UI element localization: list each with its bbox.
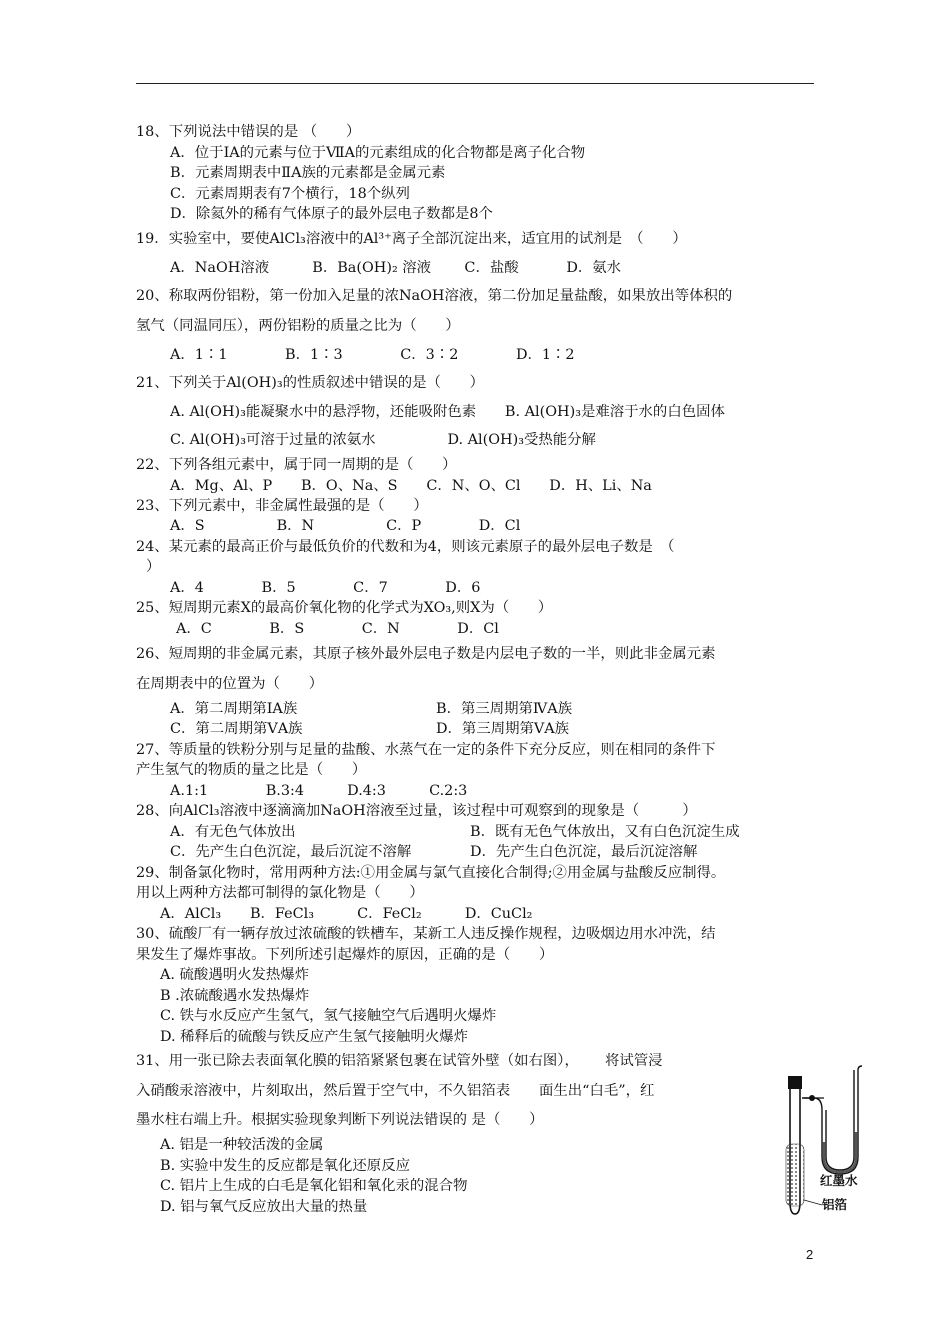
q22-options: A．Mg、Al、P B．O、Na、S C．N、O、Cl D．H、Li、Na	[170, 478, 652, 494]
q28-option-c: C．先产生白色沉淀，最后沉淀不溶解	[170, 844, 412, 860]
q30-option-a: A. 硫酸遇明火发热爆炸	[160, 967, 310, 983]
q20-stem-1: 20、称取两份铝粉，第一份加入足量的浓NaOH溶液，第二份加足量盐酸，如果放出等体积的	[136, 288, 733, 304]
q30-option-d: D. 稀释后的硫酸与铁反应产生氢气接触明火爆炸	[160, 1029, 468, 1045]
q29-stem-2: 用以上两种方法都可制得的氯化物是（ ）	[136, 885, 424, 901]
q18-stem: 18、下列说法中错误的是 （ ）	[136, 124, 361, 140]
q31-option-c: C. 铝片上生成的白毛是氧化铝和氧化汞的混合物	[160, 1178, 468, 1194]
q26-option-d: D．第三周期第ⅤA族	[436, 721, 570, 737]
test-tube-diagram	[766, 1062, 870, 1222]
q27-stem-2: 产生氢气的物质的量之比是（ ）	[136, 762, 367, 778]
q24-bracket: ）	[146, 559, 161, 575]
q25-options: A．C B．S C．N D．Cl	[176, 621, 499, 637]
q26-option-a: A．第二周期第ⅠA族	[170, 701, 298, 717]
q28-option-a: A．有无色气体放出	[170, 824, 296, 840]
page-number: 2	[806, 1247, 814, 1262]
q19-options: A．NaOH溶液 B．Ba(OH)₂ 溶液 C．盐酸 D．氨水	[170, 260, 622, 276]
q31-option-b: B. 实验中发生的反应都是氧化还原反应	[160, 1158, 410, 1174]
q20-stem-2: 氢气（同温同压），两份铝粉的质量之比为（ ）	[136, 318, 460, 334]
foil-label: 铝箔	[822, 1197, 848, 1212]
q27-stem-1: 27、等质量的铁粉分别与足量的盐酸、水蒸气在一定的条件下充分反应，则在相同的条件下	[136, 742, 716, 758]
q31-stem-3: 墨水柱右端上升。根据实验现象判断下列说法错误的 是（ ）	[136, 1112, 544, 1128]
foil-wrap-shape	[786, 1144, 804, 1206]
q25-stem: 25、短周期元素X的最高价氧化物的化学式为XO₃,则X为（ ）	[136, 600, 553, 616]
q18-option-b: B．元素周期表中ⅡA族的元素都是金属元素	[170, 165, 446, 181]
q22-stem: 22、下列各组元素中，属于同一周期的是（ ）	[136, 457, 457, 473]
q28-stem: 28、向AlCl₃溶液中逐滴滴加NaOH溶液至过量，该过程中可观察到的现象是（ ）	[136, 803, 697, 819]
q31-stem-2: 入硝酸汞溶液中，片刻取出，然后置于空气中，不久铝箔表 面生出“白毛”，红	[136, 1083, 655, 1099]
q27-options: A.1:1 B.3:4 D.4:3 C.2:3	[170, 783, 468, 799]
q30-stem-1: 30、硫酸厂有一辆存放过浓硫酸的铁槽车，某新工人违反操作规程，边吸烟边用水冲洗，结	[136, 926, 716, 942]
q19-stem: 19．实验室中，要使AlCl₃溶液中的Al³⁺离子全部沉淀出来，适宜用的试剂是 （ ）	[136, 231, 687, 247]
q24-stem: 24、某元素的最高正价与最低负价的代数和为4，则该元素原子的最外层电子数是 （	[136, 539, 675, 555]
q21-stem: 21、下列关于Al(OH)₃的性质叙述中错误的是（ ）	[136, 375, 485, 391]
q18-option-d: D．除氦外的稀有气体原子的最外层电子数都是8个	[170, 206, 493, 222]
q28-option-d: D．先产生白色沉淀，最后沉淀溶解	[470, 844, 698, 860]
q31-option-a: A. 铝是一种较活泼的金属	[160, 1137, 324, 1153]
q26-stem-1: 26、短周期的非金属元素，其原子核外最外层电子数是内层电子数的一半，则此非金属元素	[136, 646, 716, 662]
q21-options-ab: A. Al(OH)₃能凝聚水中的悬浮物，还能吸附色素 B. Al(OH)₃是难溶于水的白色固体	[170, 404, 725, 420]
u-tube-inner-shape	[826, 1070, 854, 1170]
q23-stem: 23、下列元素中，非金属性最强的是（ ）	[136, 498, 428, 514]
q31-stem-1: 31、用一张已除去表面氧化膜的铝箔紧紧包裹在试管外壁（如右图）， 将试管浸	[136, 1053, 663, 1069]
q26-stem-2: 在周期表中的位置为（ ）	[136, 676, 324, 692]
q29-options: A．AlCl₃ B．FeCl₃ C．FeCl₂ D．CuCl₂	[160, 906, 533, 922]
q26-option-c: C．第二周期第ⅤA族	[170, 721, 303, 737]
q30-option-c: C. 铁与水反应产生氢气，氢气接触空气后遇明火爆炸	[160, 1008, 497, 1024]
q31-option-d: D. 铝与氧气反应放出大量的热量	[160, 1199, 368, 1215]
q18-option-c: C．元素周期表有7个横行，18个纵列	[170, 186, 410, 202]
u-tube-shape	[802, 1066, 862, 1174]
q29-stem-1: 29、制备氯化物时，常用两种方法:①用金属与氯气直接化合制得;②用金属与盐酸反应制得。	[136, 865, 726, 881]
q18-option-a: A．位于ⅠA的元素与位于ⅦA的元素组成的化合物都是离子化合物	[170, 145, 586, 161]
q26-option-b: B．第三周期第ⅣA族	[436, 701, 573, 717]
foil-pointer-line	[804, 1200, 822, 1205]
q30-stem-2: 果发生了爆炸事故。下列所述引起爆炸的原因，正确的是（ ）	[136, 947, 554, 963]
q23-options: A．S B．N C．P D．Cl	[170, 518, 521, 534]
q21-options-cd: C. Al(OH)₃可溶于过量的浓氨水 D. Al(OH)₃受热能分解	[170, 432, 596, 448]
header-rule	[136, 83, 814, 84]
stopper-shape	[788, 1076, 802, 1089]
red-ink-label: 红墨水	[820, 1173, 858, 1188]
q24-options: A．4 B．5 C．7 D．6	[170, 580, 481, 596]
q28-option-b: B．既有无色气体放出，又有白色沉淀生成	[470, 824, 740, 840]
q30-option-b: B .浓硫酸遇水发热爆炸	[160, 988, 310, 1004]
q20-options: A．1∶1 B．1∶3 C．3∶2 D．1∶2	[170, 347, 575, 363]
